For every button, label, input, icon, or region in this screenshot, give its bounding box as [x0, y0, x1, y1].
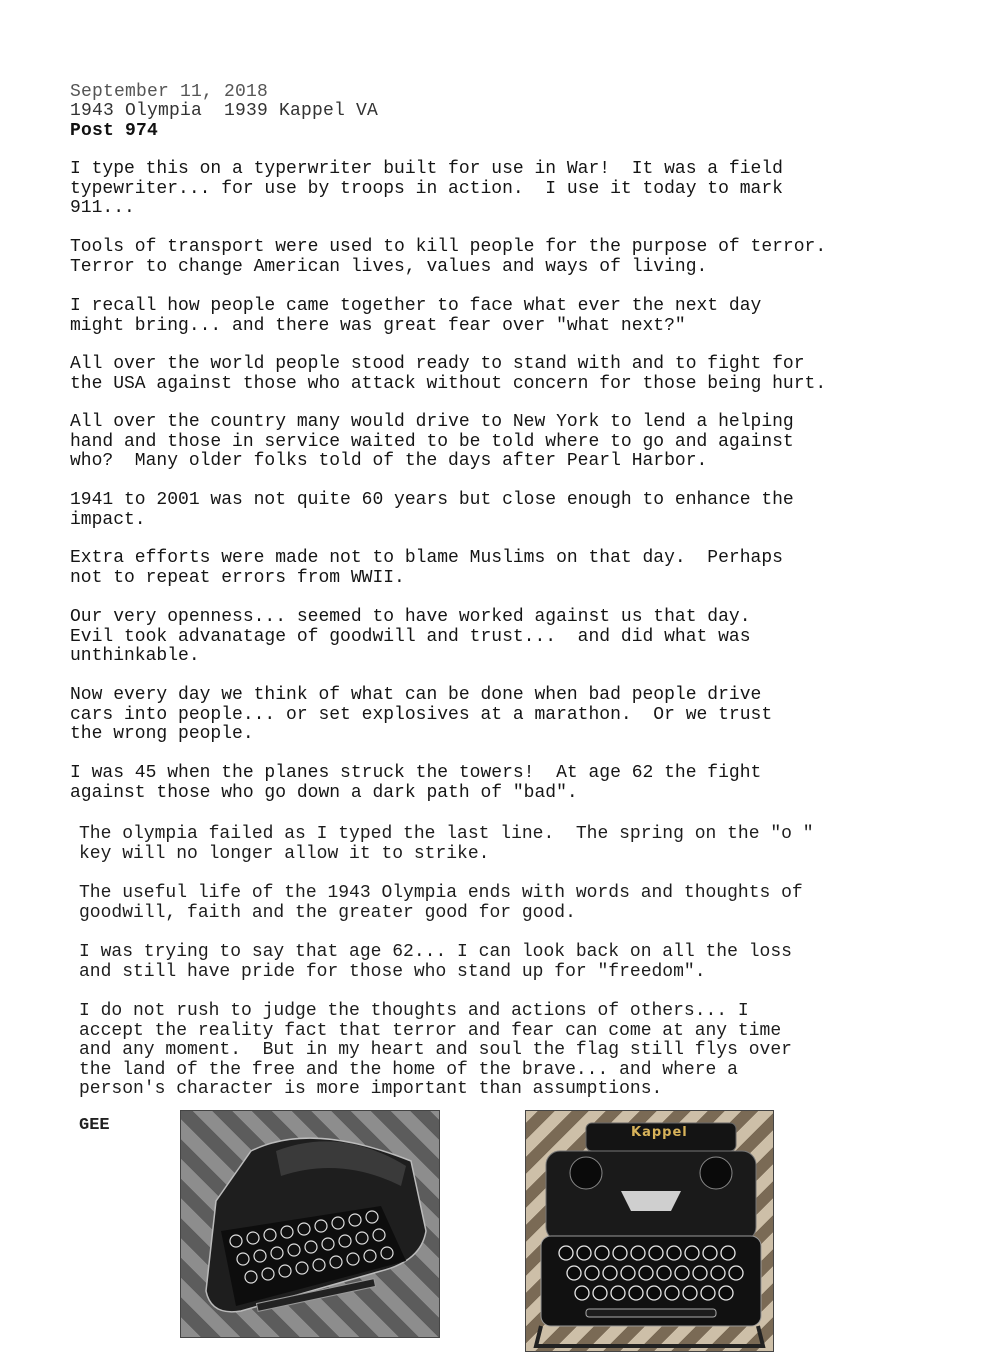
kappel-paragraph-2: The useful life of the 1943 Olympia ends with words and thoughts of goodwill, faith and the greater good for good.: [79, 883, 803, 923]
paragraph-6: 1941 to 2001 was not quite 60 years but close enough to enhance the impact.: [70, 490, 794, 530]
signature: GEE: [79, 1116, 110, 1135]
paragraph-9: Now every day we think of what can be done when bad people drive cars into people... or set explosives at a marathon. Or we trust the wrong people.: [70, 685, 773, 744]
kappel-paragraph-3: I was trying to say that age 62... I can look back on all the loss and still have pride for those who stand up for "freedom".: [79, 942, 792, 982]
paragraph-1: I type this on a typerwriter built for use in War! It was a field typewriter... for use by troops in action. I use it today to mark 911...: [70, 159, 783, 218]
paragraph-8: Our very openness... seemed to have worked against us that day. Evil took advanatage of goodwill and trust... and did what was unthinkable.: [70, 607, 751, 666]
kappel-typewriter-illustration: [526, 1111, 773, 1351]
olympia-typewriter-photo: [180, 1110, 440, 1338]
paragraph-5: All over the country many would drive to New York to lend a helping hand and those in service waited to be told where to go and against who? Many older folks told of the days after Pearl Harbor.: [70, 412, 794, 471]
post-number: Post 974: [70, 121, 159, 141]
kappel-brand-label: Kappel: [631, 1125, 688, 1140]
kappel-typewriter-photo: [525, 1110, 774, 1352]
paragraph-3: I recall how people came together to face what ever the next day might bring... and there was great fear over "what next?": [70, 296, 762, 336]
typewriter-models: 1943 Olympia 1939 Kappel VA: [70, 101, 379, 121]
kappel-paragraph-4: I do not rush to judge the thoughts and actions of others... I accept the reality fact that terror and fear can come at any time and any moment. But in my heart and soul the flag still flys over the land of the free and the home of the brave... and where a person's character is more important than assumptions.: [79, 1001, 792, 1099]
paragraph-2: Tools of transport were used to kill people for the purpose of terror. Terror to change American lives, values and ways of living.: [70, 237, 827, 277]
olympia-typewriter-illustration: [181, 1111, 439, 1337]
paragraph-10: I was 45 when the planes struck the towers! At age 62 the fight against those who go down a dark path of "bad".: [70, 763, 762, 803]
letter-date: September 11, 2018: [70, 82, 269, 102]
kappel-paragraph-1: The olympia failed as I typed the last line. The spring on the "o " key will no longer allow it to strike.: [79, 824, 814, 864]
paragraph-4: All over the world people stood ready to stand with and to fight for the USA against those who attack without concern for those being hurt.: [70, 354, 827, 394]
paragraph-7: Extra efforts were made not to blame Muslims on that day. Perhaps not to repeat errors from WWII.: [70, 548, 783, 588]
